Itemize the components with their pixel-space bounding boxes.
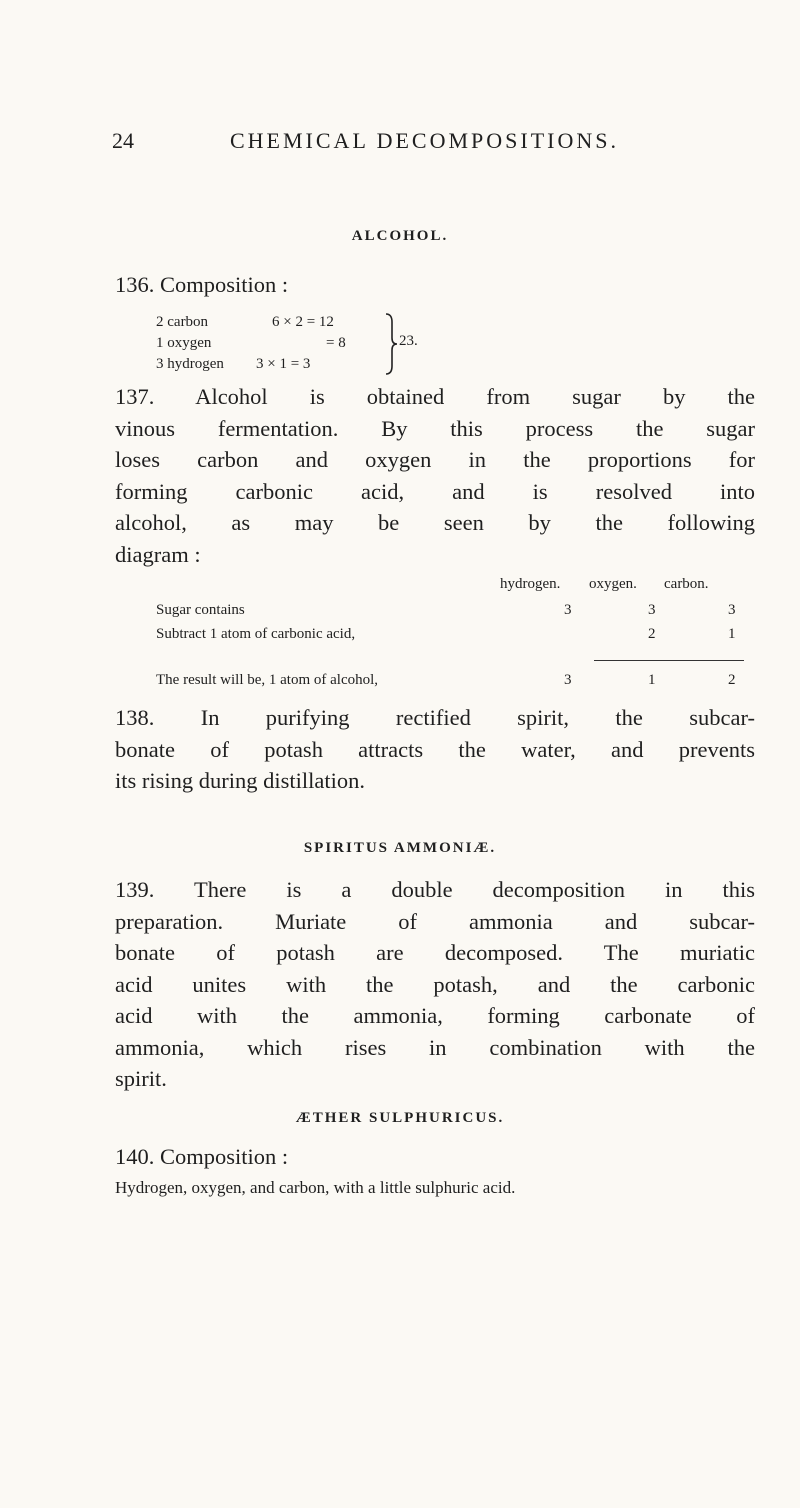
row-value: 1 (648, 672, 656, 688)
row-value: 3 (564, 672, 572, 688)
text-line: bonate of potash are decomposed. The muriatic (115, 940, 755, 965)
paragraph-139 (115, 874, 755, 1095)
row-label: Sugar contains (156, 602, 245, 618)
text-line: 137. Alcohol is obtained from sugar by the (115, 384, 755, 409)
element-calc: 6 × 2 = 12 (272, 314, 334, 330)
text-line: its rising during distillation. (115, 768, 366, 793)
column-header-hydrogen: hydrogen. (500, 576, 561, 592)
element-name: 1 oxygen (156, 335, 212, 351)
text-line: ammonia, which rises in combination with the (115, 1034, 755, 1060)
column-header-oxygen: oxygen. (589, 576, 637, 592)
text-line: loses carbon and oxygen in the proportions for (115, 447, 755, 472)
element-name: 2 carbon (156, 314, 209, 330)
column-header-carbon: carbon. (664, 576, 709, 592)
text-line: acid unites with the potash, and the carbonic (115, 971, 755, 997)
element-calc: = 8 (326, 335, 346, 351)
text-line: vinous fermentation. By this process the sugar (115, 415, 755, 441)
subtraction-rule (594, 660, 744, 661)
row-value: 1 (728, 626, 736, 642)
paragraph-140-note: Hydrogen, oxygen, and carbon, with a little sulphuric acid. (115, 1178, 516, 1197)
text-line: forming carbonic acid, and is resolved into (115, 478, 755, 504)
text-line: 138. In purifying rectified spirit, the subcar- (115, 705, 755, 730)
element-calc: 3 × 1 = 3 (256, 356, 311, 372)
text-line: diagram : (115, 541, 201, 567)
row-label: The result will be, 1 atom of alcohol, (156, 672, 379, 688)
section-heading-spiritus: SPIRITUS AMMONIÆ. (303, 840, 497, 856)
text-line: bonate of potash attracts the water, and prevents (115, 736, 755, 762)
row-value: 2 (728, 672, 736, 688)
text-line: preparation. Muriate of ammonia and subcar- (115, 908, 755, 934)
row-value: 3 (564, 602, 572, 618)
text-line: alcohol, as may be seen by the following (115, 510, 755, 535)
paragraph-138 (115, 702, 755, 797)
row-value: 2 (648, 626, 656, 642)
paragraph-140-label: 140. Composition : (115, 1144, 289, 1169)
running-title: CHEMICAL DECOMPOSITIONS. (230, 128, 619, 153)
text-line: 139. There is a double decomposition in this (115, 877, 755, 902)
element-name: 3 hydrogen (156, 356, 224, 372)
row-value: 3 (648, 602, 656, 618)
brace-icon (384, 312, 398, 376)
text-line: spirit. (115, 1066, 167, 1091)
text-line: acid with the ammonia, forming carbonate of (115, 1003, 755, 1028)
paragraph-137 (115, 381, 755, 570)
section-heading-alcohol: ALCOHOL. (351, 228, 449, 244)
composition-total: 23. (399, 333, 418, 349)
row-label: Subtract 1 atom of carbonic acid, (156, 626, 356, 642)
paragraph-136-label: 136. Composition : (115, 272, 289, 297)
page-number: 24 (112, 128, 134, 153)
section-heading-aether: ÆTHER SULPHURICUS. (295, 1110, 505, 1126)
row-value: 3 (728, 602, 736, 618)
